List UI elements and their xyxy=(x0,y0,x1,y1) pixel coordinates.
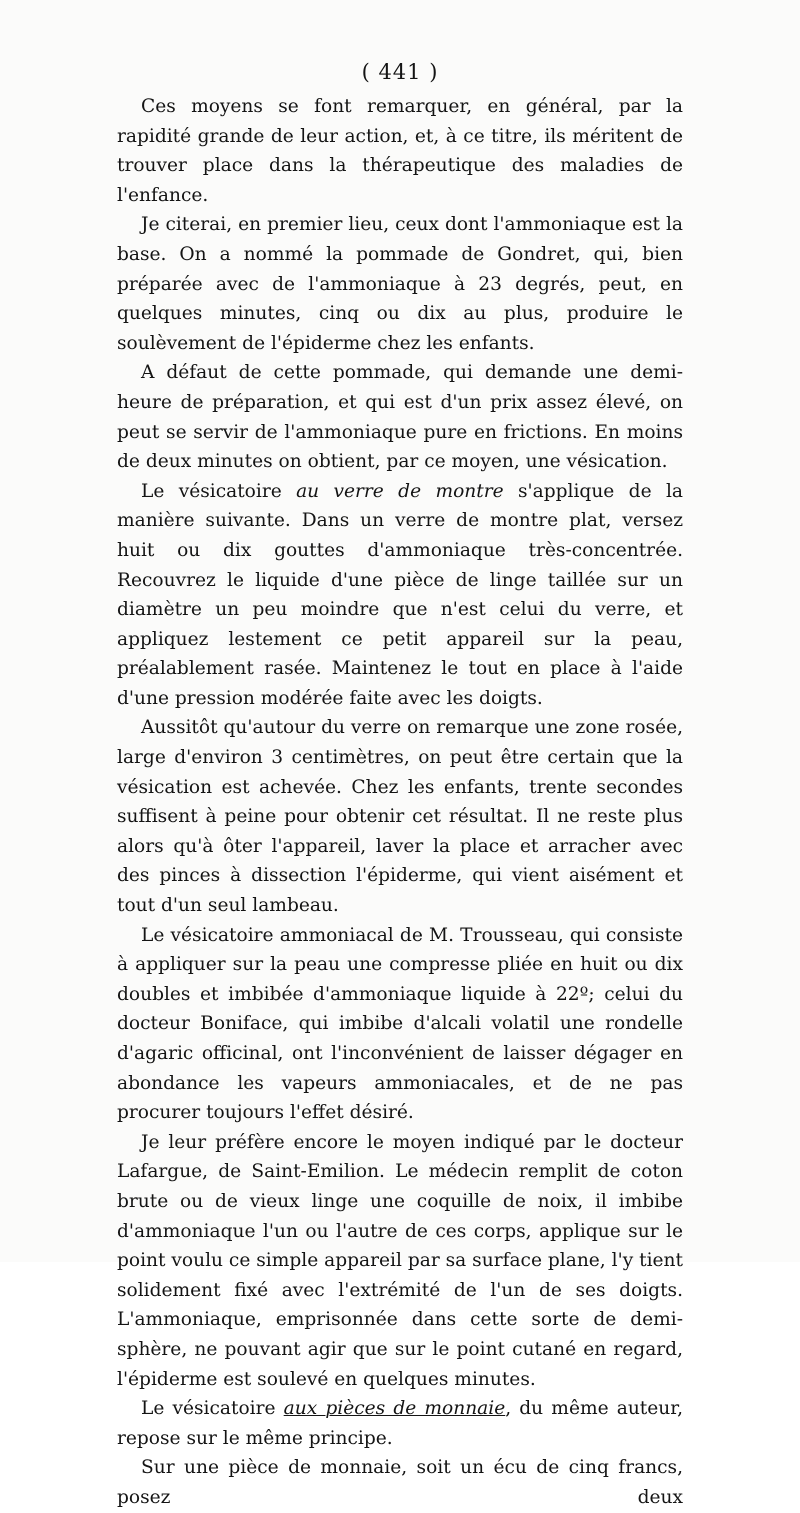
body-text xyxy=(117,92,683,1513)
page-number: ( 441 ) xyxy=(361,60,439,84)
paragraph-2: Je citerai, en premier lieu, ceux dont l'ammoniaque est la base. On a nommé la pommade de Gondret, qui, bien préparée avec de l'ammoniaque à 23 degrés, peut, en quelques minutes, cinq ou dix au plus, produire le soulèvement de l'épiderme chez les enfants. xyxy=(117,214,683,354)
emphasis-coins: aux pièces de monnaie xyxy=(283,1398,506,1420)
paragraph-9: Sur une pièce de monnaie, soit un écu de cinq francs, posez deux xyxy=(117,1457,683,1508)
paragraph-3: A défaut de cette pommade, qui demande une demi-heure de préparation, et qui est d'un prix assez élevé, on peut se servir de l'ammoniaque pure en frictions. En moins de deux minutes on obtient, par ce moyen, une vésication. xyxy=(117,362,683,473)
paragraph-4-start: Le vésicatoire xyxy=(141,480,297,502)
paragraph-8 xyxy=(117,1394,683,1453)
paragraph-6: Le vésicatoire ammoniacal de M. Trousseau, qui consiste à appliquer sur la peau une compresse pliée en huit ou dix doubles et imbibée d'ammoniaque liquide à 22º; celui du docteur Boniface, qui imbibe d'alcali volatil une rondelle d'agaric officinal, ont l'inconvénient de laisser dégager en abondance les vapeurs ammoniacales, et de ne pas procurer toujours l'effet désiré. xyxy=(117,924,683,1124)
paragraph-1: Ces moyens se font remarquer, en général, par la rapidité grande de leur action, et, à ce titre, ils méritent de trouver place dans la thérapeutique des maladies de l'enfance. xyxy=(117,96,683,206)
paragraph-5: Aussitôt qu'autour du verre on remarque une zone rosée, large d'environ 3 centimètres, on peut être certain que la vésication est achevée. Chez les enfants, trente secondes suffisent à peine pour obtenir cet résultat. Il ne reste plus alors qu'à ôter l'appareil, laver la place et arracher avec des pinces à dissection l'épiderme, qui vient aisément et tout d'un seul lambeau. xyxy=(117,717,683,917)
paragraph-8-rest: , du même auteur, repose sur le même principe. xyxy=(117,1398,684,1449)
paragraph-7: Je leur préfère encore le moyen indiqué par le docteur Lafargue, de Saint-Emilion. Le médecin remplit de coton brute ou de vieux linge une coquille de noix, il imbibe d'ammoniaque l'un ou l'autre de ces corps, applique sur le point voulu ce simple appareil par sa surface plane, l'y tient solidement fixé avec l'extrémité de l'un de ses doigts. L'ammoniaque, emprisonnée dans cette sorte de demi-sphère, ne pouvant agir que sur le point cutané en regard, l'épiderme est soulevé en quelques minutes. xyxy=(117,1131,683,1390)
paragraph-4-rest: s'applique de la manière suivante. Dans un verre de montre plat, versez huit ou dix gouttes d'ammoniaque très-concentrée. Recouvrez le liquide d'une pièce de linge taillée sur un diamètre un peu moindre que n'est celui du verre, et appliquez lestement ce petit appareil sur la peau, préalablement rasée. Maintenez le tout en place à l'aide d'une pression modérée faite avec les doigts. xyxy=(117,480,683,709)
paragraph-8-start: Le vésicatoire xyxy=(141,1398,284,1420)
emphasis-watch-glass: au verre de montre xyxy=(296,480,504,502)
paragraph-4 xyxy=(117,477,683,714)
